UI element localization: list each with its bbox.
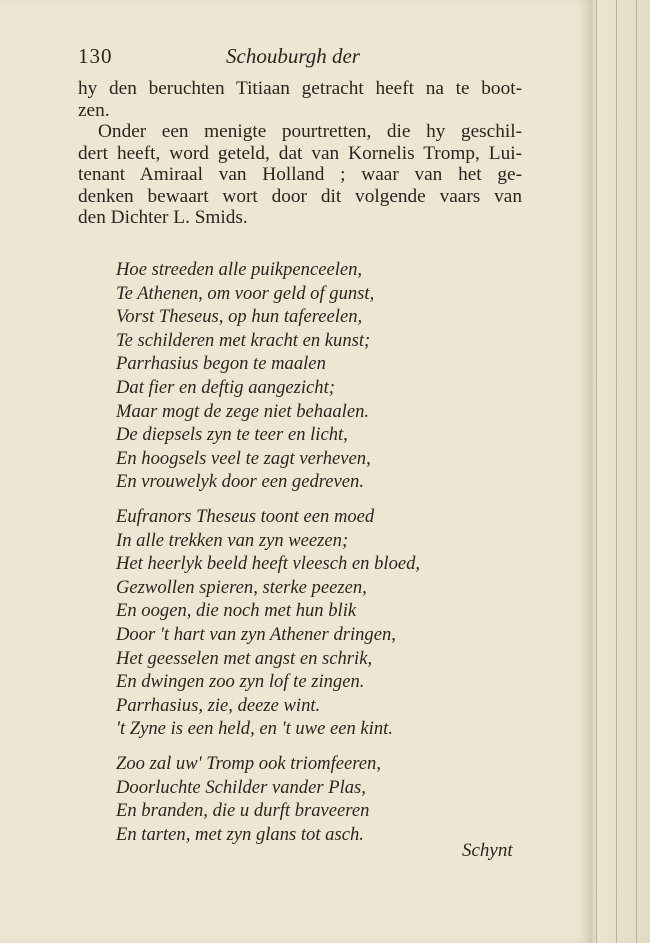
verse-line: Maar mogt de zege niet behaalen. bbox=[116, 400, 370, 422]
verse-line: De diepsels zyn te teer en licht, bbox=[116, 424, 348, 446]
poem-stanza-2 bbox=[116, 505, 461, 741]
verse-line: Gezwollen spieren, sterke peezen, bbox=[116, 576, 367, 598]
catchword: Schynt bbox=[462, 840, 513, 861]
poem-stanza-1 bbox=[116, 258, 461, 494]
verse-line: Parrhasius begon te maalen bbox=[116, 353, 326, 375]
adjacent-page-edge bbox=[592, 0, 650, 943]
verse-line: Het heerlyk beeld heeft vleesch en bloed, bbox=[116, 553, 421, 575]
page-header bbox=[78, 44, 520, 72]
verse-line: Te schilderen met kracht en kunst; bbox=[116, 329, 371, 351]
prose-paragraph bbox=[78, 78, 522, 229]
verse-line: Hoe streeden alle puikpenceelen, bbox=[116, 259, 363, 280]
verse-line: En hoogsels veel te zagt verheven, bbox=[116, 447, 371, 469]
verse-line: En dwingen zoo zyn lof te zingen. bbox=[116, 671, 365, 693]
verse-line: Door 't hart van zyn Athener dringen, bbox=[116, 623, 396, 645]
prose-line: den Dichter L. Smids. bbox=[78, 207, 248, 228]
prose-line: Onder een menigte pourtretten, die hy geschil- bbox=[98, 121, 522, 142]
prose-line: zen. bbox=[78, 99, 110, 121]
verse-line: Te Athenen, om voor geld of gunst, bbox=[116, 282, 375, 304]
verse-line: Vorst Theseus, op hun tafereelen, bbox=[116, 306, 363, 328]
prose-line: dert heeft, word geteld, dat van Kornelis Tromp, Lui- bbox=[78, 142, 522, 164]
verse-line: En oogen, die noch met hun blik bbox=[116, 600, 357, 622]
verse-line: En vrouwelyk door een gedreven. bbox=[116, 471, 364, 493]
verse-line: Parrhasius, zie, deeze wint. bbox=[116, 694, 321, 716]
prose-line: hy den beruchten Titiaan getracht heeft na te boot- bbox=[78, 78, 522, 99]
verse-line: Doorluchte Schilder vander Plas, bbox=[116, 776, 366, 798]
verse-line: En tarten, met zyn glans tot asch. bbox=[116, 823, 364, 845]
poem-stanza-3 bbox=[116, 752, 461, 846]
verse-line: Het geesselen met angst en schrik, bbox=[116, 647, 373, 669]
prose-line: tenant Amiraal van Holland ; waar van het ge- bbox=[78, 164, 522, 185]
verse-line: En branden, die u durft braveeren bbox=[116, 800, 370, 822]
running-title: Schouburgh der bbox=[226, 44, 360, 68]
verse-line: 't Zyne is een held, en 't uwe een kint. bbox=[116, 718, 393, 740]
verse-line: Eufranors Theseus toont een moed bbox=[116, 506, 375, 527]
verse-line: Dat fier en deftig aangezicht; bbox=[116, 376, 335, 398]
verse-line: In alle trekken van zyn weezen; bbox=[116, 529, 349, 551]
verse-line: Zoo zal uw' Tromp ook triomfeeren, bbox=[116, 753, 381, 774]
page-number: 130 bbox=[78, 44, 113, 68]
prose-line: denken bewaart wort door dit volgende vaars van bbox=[78, 185, 522, 207]
